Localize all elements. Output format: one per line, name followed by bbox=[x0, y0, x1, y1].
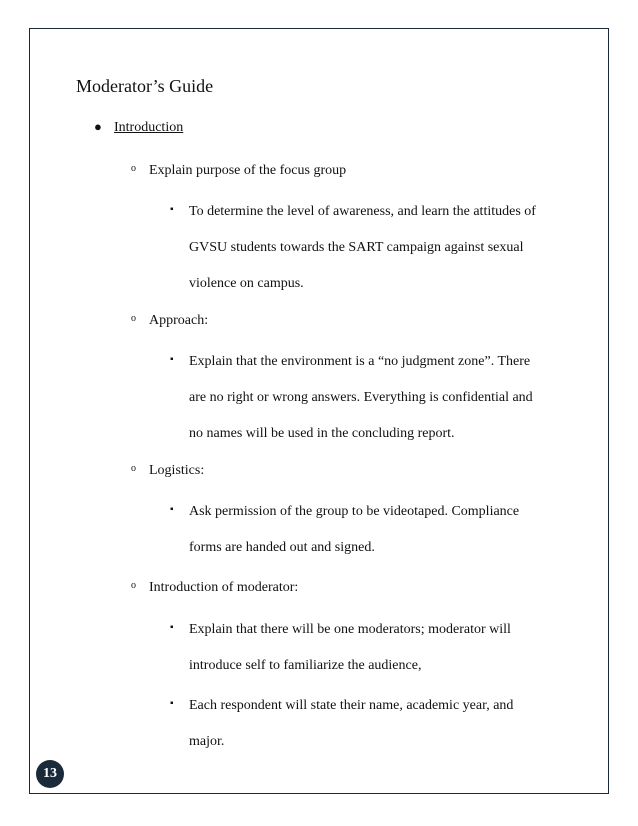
detail-line: Explain that the environment is a “no judgment zone”. There bbox=[189, 354, 531, 369]
page-number-badge: 13 bbox=[36, 760, 64, 788]
bullet-square-icon: ▪ bbox=[170, 622, 174, 633]
detail-line: GVSU students towards the SART campaign against sexual bbox=[189, 240, 524, 255]
detail-line: forms are handed out and signed. bbox=[189, 540, 375, 555]
detail-line: major. bbox=[189, 734, 225, 749]
item-label: Introduction of moderator: bbox=[149, 580, 299, 595]
bullet-square-icon: ▪ bbox=[170, 504, 174, 515]
detail-line: Explain that there will be one moderators; moderator will bbox=[189, 622, 511, 637]
detail-line: violence on campus. bbox=[189, 276, 304, 291]
detail-line: To determine the level of awareness, and learn the attitudes of bbox=[189, 204, 536, 219]
page-title: Moderator’s Guide bbox=[76, 76, 214, 96]
detail-line: are no right or wrong answers. Everything is confidential and bbox=[189, 390, 533, 405]
bullet-circle-icon: o bbox=[131, 463, 136, 474]
detail-line: introduce self to familiarize the audience, bbox=[189, 658, 422, 673]
bullet-circle-icon: o bbox=[131, 580, 136, 591]
section-heading: Introduction bbox=[114, 120, 184, 135]
detail-line: Ask permission of the group to be videotaped. Compliance bbox=[189, 504, 520, 519]
detail-line: Each respondent will state their name, academic year, and bbox=[189, 698, 514, 713]
item-label: Explain purpose of the focus group bbox=[149, 163, 347, 178]
item-label: Logistics: bbox=[149, 463, 205, 478]
bullet-square-icon: ▪ bbox=[170, 354, 174, 365]
detail-line: no names will be used in the concluding report. bbox=[189, 426, 455, 441]
bullet-square-icon: ▪ bbox=[170, 698, 174, 709]
bullet-dot-icon: ● bbox=[94, 119, 102, 134]
bullet-circle-icon: o bbox=[131, 163, 136, 174]
bullet-circle-icon: o bbox=[131, 313, 136, 324]
bullet-square-icon: ▪ bbox=[170, 204, 174, 215]
item-label: Approach: bbox=[149, 313, 209, 328]
